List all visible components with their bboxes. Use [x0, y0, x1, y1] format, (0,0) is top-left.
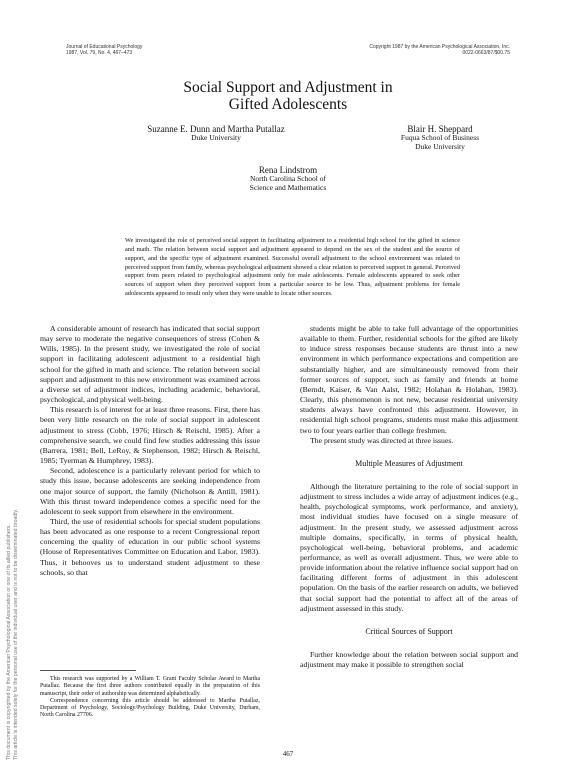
journal-header	[66, 44, 142, 56]
article-title: Social Support and Adjustment in Gifted Adolescents	[183, 79, 393, 113]
left-column	[40, 324, 260, 578]
side-copyright-notice	[5, 360, 23, 780]
paragraph: The present study was directed at three issues.	[310, 435, 454, 445]
article-code: 0022-0663/87/$00.75	[462, 50, 510, 56]
section-heading: Critical Sources of Support	[365, 626, 453, 636]
author-block-3	[208, 165, 368, 192]
footnote: This research was supported by a William T. Grant Faculty Scholar Award to Martha Putallaz. Because the first three authors contributed equally in the preparation of this manuscript, their order of authorship was determined alphabetically.	[40, 676, 260, 697]
paragraph: This research is of interest for at least three reasons. First, there has been very little research on the role of social support in adolescent adjustment to stress (Cobb, 1976; Hirsch & Reischl, 1985). After a comprehensive search, we could find few studies addressing this issue (Barrera, 1981; Bell, LeRoy, & Stephenson, 1982; Hirsch & Reischl, 1985; Tyerman & Humphrey, 1983).	[40, 405, 260, 466]
author-affiliation: Duke University	[191, 133, 241, 142]
copyright-notice: Copyright 1987 by the American Psychological Association, Inc.	[369, 44, 510, 50]
footnote: Correspondence concerning this article should be addressed to Martha Putallaz, Department of Psychology, Sociology/Psychology Building, Duke University, Durham, North Carolina 27706.	[40, 697, 260, 719]
right-column	[300, 324, 518, 670]
footnote-rule	[40, 670, 136, 671]
paragraph: students might be able to take full advantage of the opportunities available to them. Further, residential schools for the gifted are likely to induce stress responses because students are thrust into a new environment in which performance expectations and competition are substantially higher, and are simultaneously removed from their former sources of support, such as family and friends at home (Berndt, Kaiser, & Van Aalst, 1982; Holahan & Holahan, 1983). Clearly, this phenomenon is not new, because residential university students always have confronted this adjustment. However, in residential high school programs, students must make this adjustment two to four years earlier than college freshmen.	[300, 324, 518, 435]
author-affiliation: Duke University	[415, 141, 465, 151]
paragraph: Although the literature pertaining to the role of social support in adjustment to stress includes a wide array of adjustment indices (e.g., health, psychological symptoms, work performance, and anxiety), most individual studies have focused on a single measure of adjustment. In the present study, we assessed adjustment across multiple domains, specifically, in terms of physical health, psychological well-being, behavioral problems, and academic performance, as well as overall adjustment. Thus, we were able to provide information about the relative influence social support had on facilitating different forms of adjustment in this adolescent population. On the basis of the earlier research on adults, we believed that social support had the potential to affect all of the areas of adjustment assessed in this study.	[300, 481, 518, 613]
author-names: Rena Lindstrom	[258, 165, 318, 175]
copyright-header	[330, 44, 510, 56]
paragraph: A considerable amount of research has indicated that social support may serve to moderate the negative consequences of stress (Cohen & Wills, 1985). In the present study, we investigated the role of social support in facilitating adolescent adjustment to a residential high school for the gifted in math and science. The relation between social support and adjustment to this new environment was examined across a diverse set of adjustment indices, including academic, behavioral, psychological, and physical well-being.	[40, 324, 260, 405]
journal-volume: 1987, Vol. 79, No. 4, 467–473	[66, 50, 133, 56]
journal-name: Journal of Educational Psychology	[66, 44, 143, 50]
paragraph: Further knowledge about the relation between social support and adjustment may make it possible to strengthen social	[300, 649, 518, 670]
abstract: We investigated the role of perceived social support in facilitating adjustment to a residential high school for the gifted in science and math. The relation between social support and adjustment appeared to depend on the sex of the student and the source of support, and the specific type of adjustment examined. Successful overall adjustment to the school environment was related to perceived support from family, whereas psychological adjustment showed a clear relation to perceived support in general. Perceived support from peers related to psychological adjustment only for male adolescents. Female adolescents appeared to seek other sources of support when they perceived support from a particular source to be low. Thus, adjustment problems for female adolescents appeared to result only when they were unable to locate other sources.	[125, 237, 460, 298]
author-names: Suzanne E. Dunn and Martha Putallaz	[147, 124, 285, 134]
paragraph: Second, adolescence is a particularly relevant period for which to study this issue, because adolescents are seeking independence from one major source of support, the family (Nicholson & Antill, 1981). With this thrust toward independence comes a specific need for the adolescent to seek support from elsewhere in the environment.	[40, 466, 260, 516]
author-affiliation: Fuqua School of Business	[400, 133, 480, 142]
author-block-1	[96, 124, 336, 143]
page-number: 467	[282, 750, 294, 758]
footnotes	[40, 676, 260, 720]
section-heading: Multiple Measures of Adjustment	[355, 458, 463, 468]
side-notice-line: This article is intended solely for the personal use of the individual user and is not to be disseminated broadly.	[13, 508, 19, 760]
author-affiliation: North Carolina School of	[249, 174, 327, 183]
author-names: Blair H. Sheppard	[407, 124, 473, 134]
author-affiliation: Science and Mathematics	[249, 182, 327, 192]
paragraph: Third, the use of residential schools for special student populations has been advocated as one response to a recent Congressional report concerning the quality of education in our public school systems (House of Representatives Committee on Education and Labor, 1983). Thus, it behooves us to understand student adjustment to these schools, so that	[40, 516, 260, 577]
side-notice-line: This document is copyrighted by the American Psychological Association or one of its allied publishers.	[6, 524, 12, 760]
author-block-2	[360, 124, 520, 151]
